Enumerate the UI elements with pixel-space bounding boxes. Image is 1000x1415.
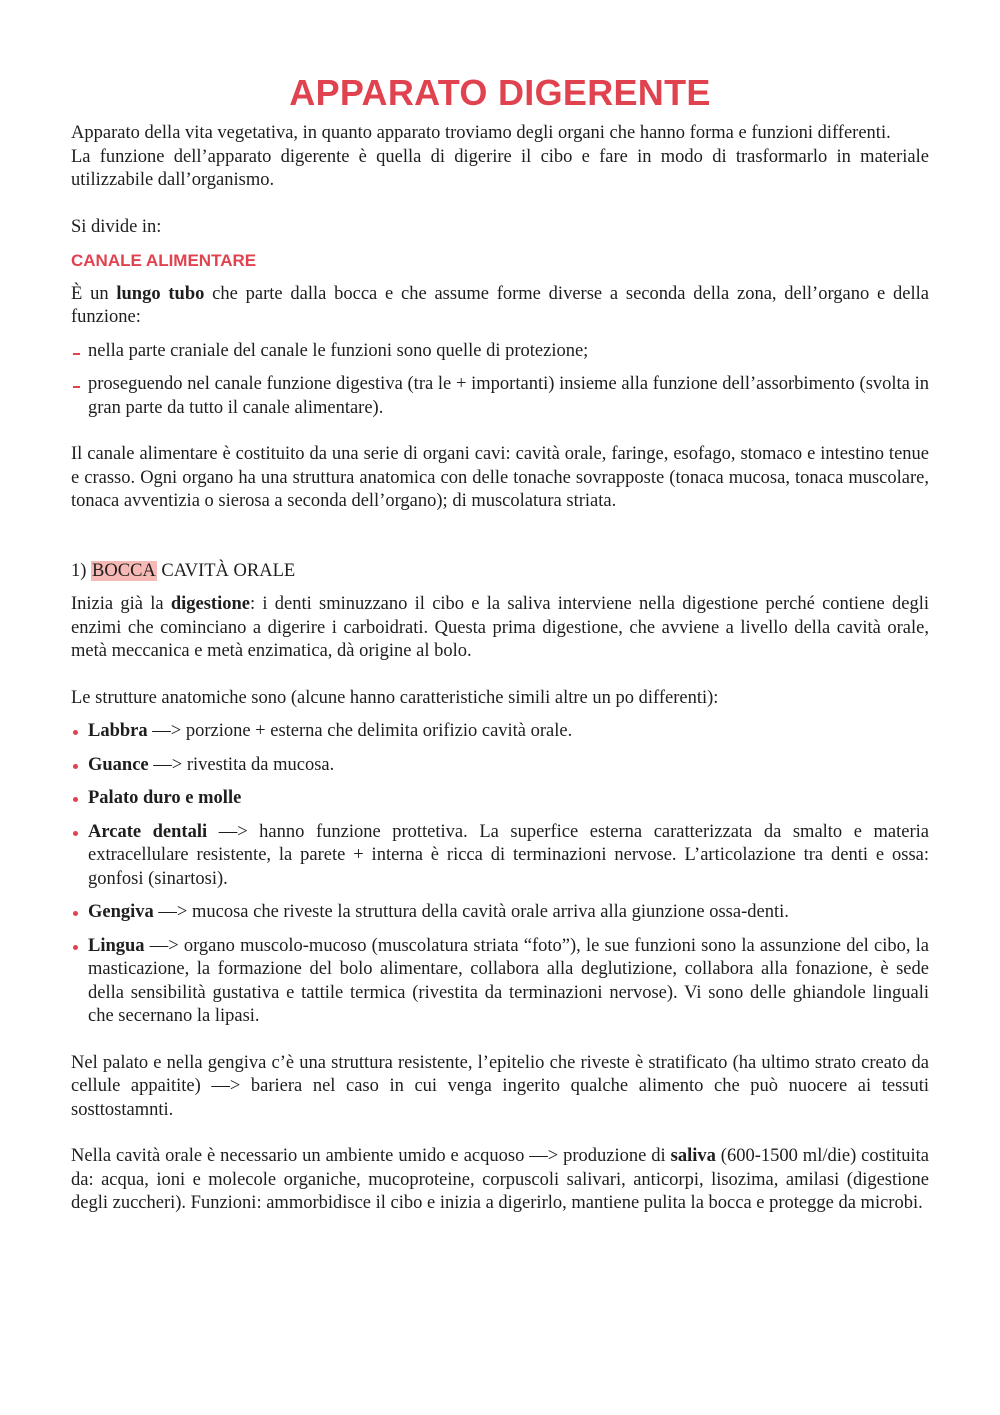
canale-paragraph: È un lungo tubo che parte dalla bocca e che assume forme diverse a seconda della zona, dell’organo e della funzione:: [71, 283, 929, 327]
list-item: Labbra —> porzione + esterna che delimita orifizio cavità orale.: [71, 720, 929, 744]
underlined-term: protezione: [505, 340, 584, 361]
bold-term: digestione: [170, 594, 250, 614]
list-item: Guance —> rivestita da mucosa.: [71, 754, 929, 778]
section-heading-bocca: 1) BOCCA CAVITÀ ORALE: [71, 560, 296, 581]
list-item: Arcate dentali —> hanno funzione prottetiva. La superfice esterna caratterizzata da smalto e materia extracellulare resistente, la parete + interna è ricca di terminazioni nervose. L’articolazione tra denti e ossa: gonfosi (sinartosi).: [71, 821, 929, 892]
organs-paragraph: Il canale alimentare è costituito da una serie di organi cavi: cavità orale, faringe, esofago, stomaco e intestino tenue e crasso. Ogni organo ha una struttura anatomica con delle tonache sovrapposte (tonaca mucosa, tonaca muscolare, tonaca avventizia o sierosa a seconda dell’organo); di muscolatura striata.: [71, 444, 929, 511]
bold-term: saliva: [670, 1146, 716, 1166]
list-item: Gengiva —> mucosa che riveste la struttura della cavità orale arriva alla giunzione ossa-denti.: [71, 901, 929, 925]
palato-paragraph: Nel palato e nella gengiva c’è una struttura resistente, l’epitelio che riveste è stratificato (ha ultimo strato creato da cellule appaitite) —> bariera nel caso in cui venga ingerito qualche alimento che può nuocere ai tessuti sosttostamnti.: [71, 1052, 929, 1120]
divide-label: Si divide in:: [71, 216, 162, 237]
strutture-paragraph: Le strutture anatomiche sono (alcune hanno caratteristiche simili altre un po differenti):: [71, 687, 719, 708]
bold-term: lungo tubo: [116, 283, 205, 304]
saliva-paragraph: Nella cavità orale è necessario un ambiente umido e acquoso —> produzione di saliva (600-1500 ml/die) costituita da: acqua, ioni e molecole organiche, mucoproteine, corpuscoli salivari, anticorpi, lisozima, amilasi (digestione degli zuccheri). Funzioni: ammorbidisce il cibo e inizia a digerirlo, mantiene pulita la bocca e protegge da microbi.: [71, 1146, 929, 1213]
list-item: Lingua —> organo muscolo-mucoso (muscolatura striata “foto”), le sue funzioni sono la assunzione del cibo, la masticazione, la formazione del bolo alimentare, collabora alla deglutizione, collabora alla fonazione, è sede della sensibilità gustativa e tattile termica (rivestita da terminazioni nervose). Vi sono delle ghiandole linguali che secernano la lipasi.: [71, 935, 929, 1029]
canale-dash-list: [71, 340, 929, 421]
intro-paragraph-2: La funzione dell’apparato digerente è quella di digerire il cibo e fare in modo di trasformarlo in materiale utilizzabile dall’organismo.: [71, 146, 929, 190]
bocca-paragraph: Inizia già la digestione: i denti sminuzzano il cibo e la saliva interviene nella digestione perché contiene degli enzimi che cominciano a digerire i carboidrati. Questa prima digestione, che avviene a livello della cavità orale, metà meccanica e metà enzimatica, dà origine al bolo.: [71, 594, 929, 661]
intro-paragraph-1: Apparato della vita vegetativa, in quanto apparato troviamo degli organi che hanno forma e funzioni differenti.: [71, 123, 891, 143]
list-item: nella parte craniale del canale le funzioni sono quelle di protezione;: [71, 340, 929, 364]
underlined-term: funzione digestiva: [266, 374, 403, 394]
page-title: APPARATO DIGERENTE: [289, 72, 711, 113]
document-page: [71, 68, 929, 1216]
list-item: Palato duro e molle: [71, 787, 929, 811]
highlighted-term: BOCCA: [92, 560, 156, 581]
strutture-list: [71, 720, 929, 1029]
section-heading-canale: CANALE ALIMENTARE: [71, 251, 257, 270]
list-item: proseguendo nel canale funzione digestiva (tra le + importanti) insieme alla funzione dell’assorbimento (svolta in gran parte da tutto il canale alimentare).: [71, 373, 929, 420]
